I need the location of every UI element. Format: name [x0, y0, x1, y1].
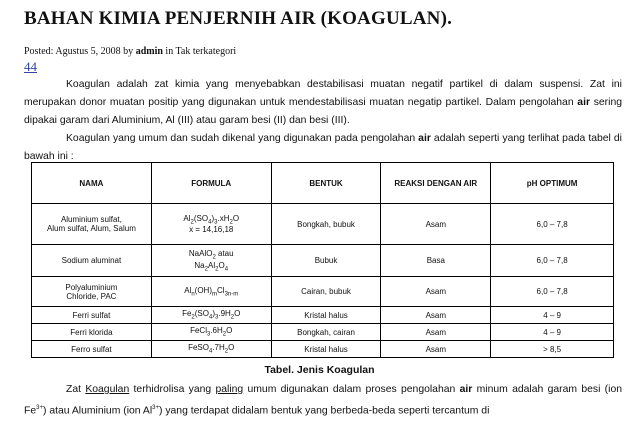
cell-ph: 6,0 – 7,8 [491, 277, 614, 307]
cell-formula: $FeSO_4.7H_2O$ [151, 341, 271, 358]
cell-bentuk: Bongkah, bubuk [271, 204, 381, 245]
cell-text: Aluminium sulfat, [60, 215, 122, 224]
cell-ph: 4 – 9 [491, 324, 614, 341]
cell-ph: > 8,5 [491, 341, 614, 358]
text-span: Koagulan adalah zat kimia yang menyebabkan destabilisasi muatan negatif partikel di dalam suspensi. Zat ini merupakan donor muatan positip yang digunakan untuk mendestabilisasi muatan negatip partikel. Dalam pengolahan [24, 79, 622, 108]
formula-text: $Na_2Al_2O_4$ [194, 260, 229, 273]
cell-reaksi: Asam [381, 341, 491, 358]
table-row [32, 307, 614, 324]
cell-text: Polyaluminium [65, 282, 118, 292]
table-row [32, 277, 614, 307]
cell-ph: 4 – 9 [491, 307, 614, 324]
posted-date: Posted: Agustus 5, 2008 by [24, 46, 136, 57]
cell-bentuk: Bubuk [271, 245, 381, 277]
cell-nama: Sodium aluminat [32, 245, 152, 277]
table-row [32, 204, 614, 245]
underlined-word: Koagulan [85, 384, 130, 395]
bold-keyword: air [577, 97, 591, 108]
cell-reaksi: Asam [381, 324, 491, 341]
cell-nama: Ferro sulfat [32, 341, 152, 358]
table-row [32, 245, 614, 277]
table-header-row [32, 163, 614, 204]
table-row [32, 341, 614, 358]
paragraph-hydrolysis [24, 381, 622, 420]
text-span: adalah seperti yang terlihat pada tabel di bawah ini : [24, 133, 622, 162]
cell-formula: $FeCl_3.6H_2O$ [151, 324, 271, 341]
paragraph-intro [24, 76, 622, 130]
cell-bentuk: Kristal halus [271, 307, 381, 324]
cell-formula [151, 204, 271, 245]
column-header: BENTUK [271, 163, 381, 204]
text-span: umum digunakan dalam proses pengolahan [243, 384, 460, 395]
text-span: minum adalah garam besi (ion Fe [24, 384, 622, 417]
bold-keyword: air [459, 384, 473, 395]
cell-formula: $Fe_2(SO_4)_3.9H_2O$ [151, 307, 271, 324]
cell-reaksi: Asam [381, 307, 491, 324]
cell-ph: 6,0 – 7,8 [491, 245, 614, 277]
text-span: ) yang terdapat didalam bentuk yang berbeda-beda seperti tercantum di [158, 405, 490, 417]
column-header: pH OPTIMUM [491, 163, 614, 204]
cell-formula [151, 277, 271, 307]
cell-nama [32, 277, 152, 307]
comments-count-link[interactable]: 44 [24, 59, 37, 74]
underlined-word: paling [215, 384, 244, 395]
author-link[interactable]: admin [135, 46, 163, 57]
coagulant-table [31, 162, 614, 358]
category-text: in Tak terkategori [162, 46, 237, 57]
cell-bentuk: Kristal halus [271, 341, 381, 358]
cell-bentuk: Cairan, bubuk [271, 277, 381, 307]
text-span: sering dipakai garam dari Aluminium, Al (III) atau garam besi (II) dan besi (III). [24, 97, 622, 126]
cell-reaksi: Asam [381, 204, 491, 245]
cell-bentuk: Bongkah, cairan [271, 324, 381, 341]
page-title: BAHAN KIMIA PENJERNIH AIR (KOAGULAN). [24, 8, 453, 29]
text-span: terhidrolisa yang [129, 384, 216, 395]
formula-text: $Al_2(SO_4)_3.xH_2O$ [183, 213, 240, 226]
text-span: ) atau Aluminium (ion Al [42, 405, 153, 417]
text-span: Zat [66, 384, 86, 395]
cell-nama: Ferri klorida [32, 324, 152, 341]
column-header: NAMA [32, 163, 152, 204]
cell-reaksi: Asam [381, 277, 491, 307]
cell-nama: Ferri sulfat [32, 307, 152, 324]
cell-text: atau [215, 248, 234, 258]
column-header: FORMULA [151, 163, 271, 204]
cell-ph: 6,0 – 7,8 [491, 204, 614, 245]
superscript: 3+ [152, 405, 159, 411]
table-row [32, 324, 614, 341]
text-span: Koagulan yang umum dan sudah dikenal yang digunakan pada pengolahan [66, 133, 419, 144]
table-caption: Tabel. Jenis Koagulan [264, 364, 375, 376]
column-header: REAKSI DENGAN AIR [381, 163, 491, 204]
cell-text: Alum sulfat, Alum, Salum [46, 224, 136, 233]
cell-text: x = 14,16,18 [189, 225, 234, 235]
bold-keyword: air [418, 133, 431, 144]
cell-formula [151, 245, 271, 277]
post-meta [24, 46, 236, 57]
paragraph-table-intro [24, 130, 622, 166]
cell-text: Chloride, PAC [66, 291, 117, 301]
formula-text: $Al_n(OH)_mCl_{3n-m}$ [184, 285, 239, 298]
cell-reaksi: Basa [381, 245, 491, 277]
formula-text: NaAlO$_2$ atau [188, 248, 234, 261]
cell-nama [32, 204, 152, 245]
superscript: 3+ [36, 405, 43, 411]
